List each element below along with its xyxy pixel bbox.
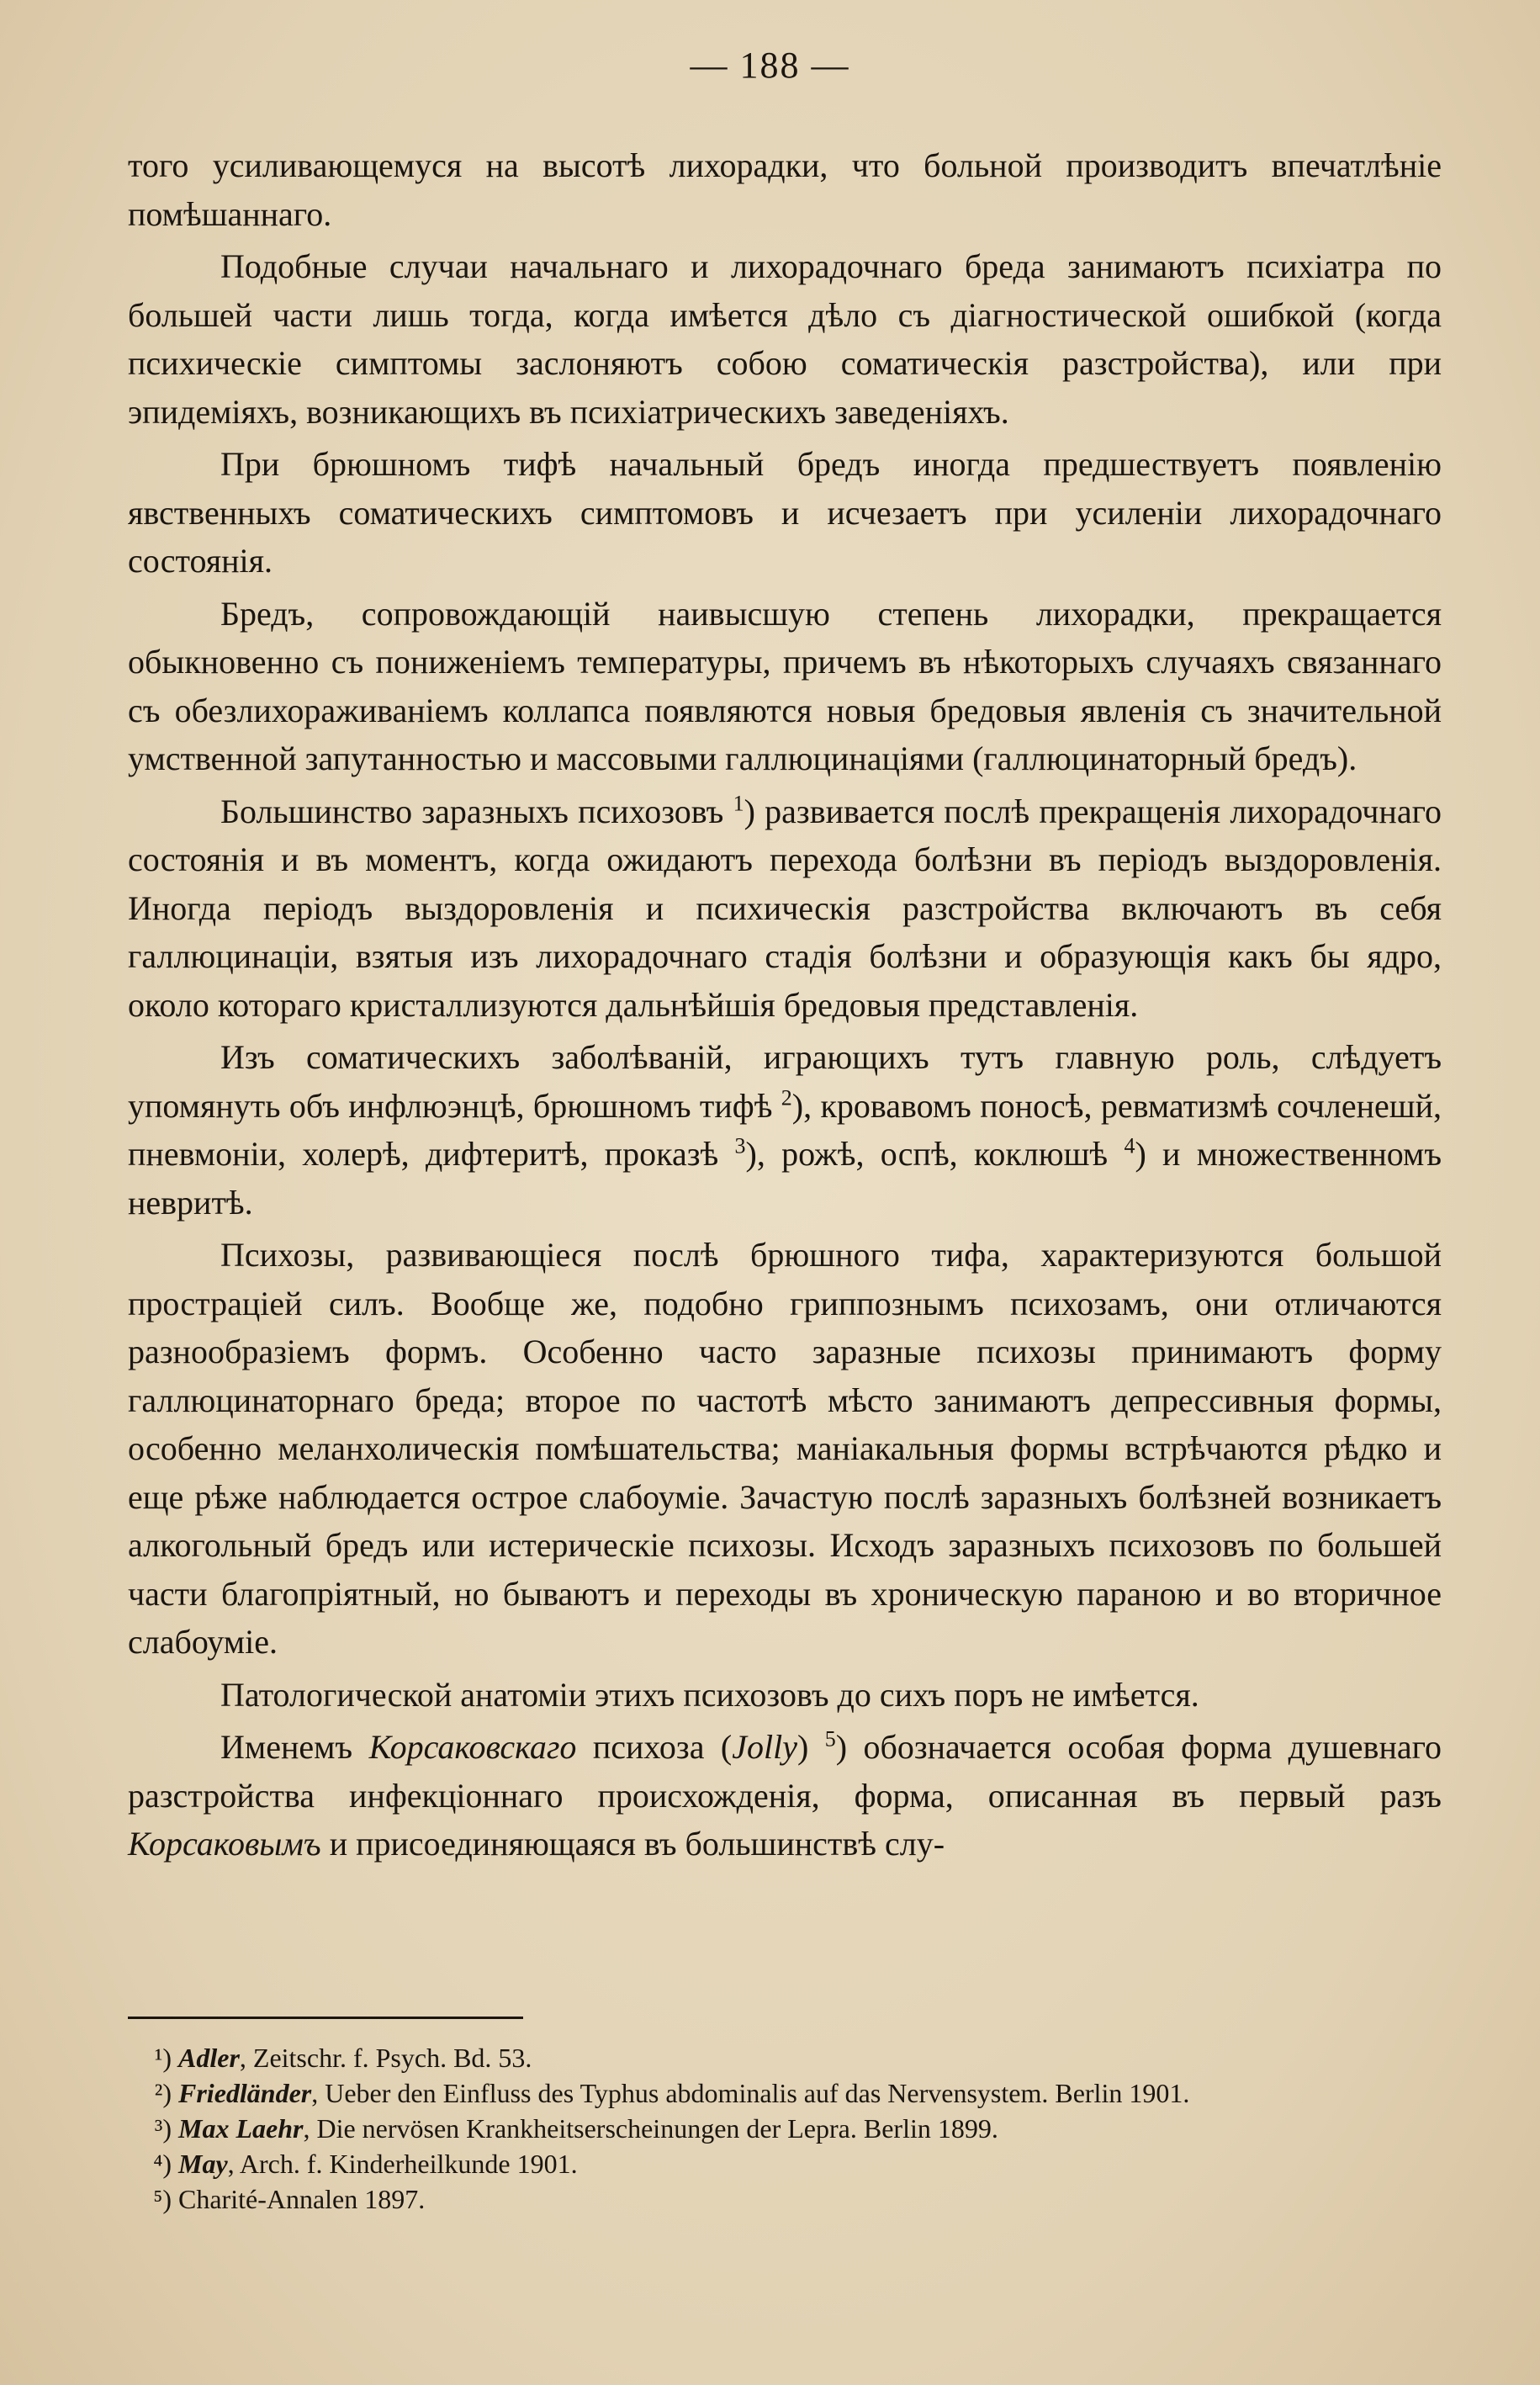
footnote-author: Friedländer xyxy=(178,2078,312,2108)
footnote-author: Max Laehr xyxy=(178,2113,304,2144)
paragraph-9-text-d: ) обозначается особая форма душевнаго разстройства инфекціоннаго происхожденія, форма, описанная въ первый разъ xyxy=(128,1728,1442,1815)
footnote-ref-3: 3 xyxy=(734,1133,746,1158)
paragraph-3: При брюшномъ тифѣ начальный бредъ иногда предшествуетъ появленію явственныхъ соматическихъ симптомовъ и исчезаетъ при усиленіи лихорадочнаго состоянія. xyxy=(128,445,1442,580)
page-number: — 188 — xyxy=(690,45,850,86)
italic-name-korsakov-2: Корсаковымъ xyxy=(128,1825,321,1863)
footnote-1 xyxy=(128,2040,1442,2075)
footnote-author: Adler xyxy=(178,2043,240,2073)
footnote-4 xyxy=(128,2146,1442,2181)
footnote-mark: ⁴) xyxy=(153,2149,172,2179)
paragraph-6-text-b: ), кровавомъ поносѣ, ревматизмѣ сочленешй, пневмоніи, холерѣ, дифтеритѣ, проказѣ xyxy=(128,1086,1442,1173)
footnote-text: Charité-Annalen 1897. xyxy=(178,2184,426,2214)
paragraph-8: Патологической анатоміи этихъ психозовъ до сихъ поръ не имѣется. xyxy=(220,1675,1199,1714)
footnote-mark: ¹) xyxy=(154,2043,172,2073)
italic-name-jolly: Jolly xyxy=(732,1728,797,1766)
footnote-text: , Die nervösen Krankheitserscheinungen der Lepra. Berlin 1899. xyxy=(303,2113,998,2144)
paragraph-6-text-d: ) и множественномъ невритѣ. xyxy=(128,1135,1442,1222)
footnote-author: May xyxy=(178,2149,228,2179)
paragraph-9 xyxy=(128,1723,1442,1868)
paragraph-9-text-b: психоза ( xyxy=(576,1728,733,1766)
body-text xyxy=(128,141,1442,1873)
paragraph-5 xyxy=(128,787,1442,1030)
paragraph-6-text-c: ), рожѣ, оспѣ, коклюшѣ xyxy=(745,1135,1125,1173)
footnote-2 xyxy=(128,2075,1442,2111)
italic-name-korsakov: Корсаковскаго xyxy=(368,1728,577,1766)
footnote-ref-2: 2 xyxy=(781,1085,792,1110)
footnote-mark: ³) xyxy=(154,2113,172,2144)
footnote-mark: ⁵) xyxy=(153,2184,172,2214)
footnote-ref-5: 5 xyxy=(824,1726,836,1752)
paragraph-5-text-b: ) развивается послѣ прекращенія лихорадочнаго состоянія и въ моментъ, когда ожидаютъ перехода болѣзни въ періодъ выздоровленія. Иногда періодъ выздоровленія и психическія разстройства включаютъ въ себя галлюцинаціи, взятыя изъ лихорадочнаго стадія болѣзни и образующія какъ бы ядро, около котораго кристаллизуются дальнѣйшія бредовыя представленія. xyxy=(128,792,1442,1024)
footnote-divider xyxy=(128,2017,523,2019)
paragraph-9-text-c: ) xyxy=(796,1728,825,1766)
paragraph-5-text-a: Большинство заразныхъ психозовъ xyxy=(220,792,733,830)
footnote-ref-1: 1 xyxy=(733,791,744,816)
paragraph-6-text-a: Изъ соматическихъ заболѣваній, играющихъ тутъ главную роль, слѣдуетъ упомянуть объ инфлюэнцѣ, брюшномъ тифѣ xyxy=(128,1038,1442,1125)
footnote-text: , Zeitschr. f. Psych. Bd. 53. xyxy=(239,2043,532,2073)
footnote-text: , Ueber den Einfluss des Typhus abdominalis auf das Nervensystem. Berlin 1901. xyxy=(311,2078,1190,2108)
footnote-text: , Arch. f. Kinderheilkunde 1901. xyxy=(227,2149,578,2179)
paragraph-7: Психозы, развивающіеся послѣ брюшного тифа, характеризуются большой прострацiей силъ. Вообще же, подобно гриппознымъ психозамъ, они отличаются разнообразіемъ формъ. Особенно часто заразные психозы принимаютъ форму галлюцинаторнаго бреда; второе по частотѣ мѣсто занимаютъ депрессивныя формы, особенно меланхолическія помѣшательства; маніакальныя формы встрѣчаются рѣдко и еще рѣже наблюдается острое слабоуміе. Зачастую послѣ заразныхъ болѣзней возникаетъ алкогольный бредъ или истерическіе психозы. Исходъ заразныхъ психозовъ по большей части благопріятный, но бываютъ и переходы въ хроническую параною и во вторичное слабоуміе. xyxy=(128,1236,1442,1661)
paragraph-4: Бредъ, сопровождающій наивысшую степень лихорадки, прекращается обыкновенно съ пониженіемъ температуры, причемъ въ нѣкоторыхъ случаяхъ связаннаго съ обезлихораживаніемъ коллапса появляются новыя бредовыя явленія съ значительной умственной запутанностью и массовыми галлюцинаціями (галлюцинаторный бредъ). xyxy=(128,594,1442,777)
footnote-ref-4: 4 xyxy=(1124,1133,1135,1158)
footnote-3 xyxy=(128,2111,1442,2146)
footnotes xyxy=(128,2040,1442,2217)
footnote-mark: ²) xyxy=(154,2078,172,2108)
paragraph-2: Подобные случаи начальнаго и лихорадочнаго бреда занимаютъ психіатра по большей части лишь тогда, когда имѣется дѣло съ діагностической ошибкой (когда психическіе симптомы заслоняютъ собою соматическія разстройства), или при эпидеміяхъ, возникающихъ въ психіатрическихъ заведеніяхъ. xyxy=(128,247,1442,431)
paragraph-9-text-e: и присоединяющаяся въ большинствѣ слу- xyxy=(320,1825,945,1863)
paragraph-1: того усиливающемуся на высотѣ лихорадки, что больной производитъ впечатлѣніе помѣшаннаго. xyxy=(128,146,1442,233)
footnote-5 xyxy=(128,2181,1442,2217)
paragraph-6 xyxy=(128,1033,1442,1227)
paragraph-9-text-a: Именемъ xyxy=(220,1728,369,1766)
